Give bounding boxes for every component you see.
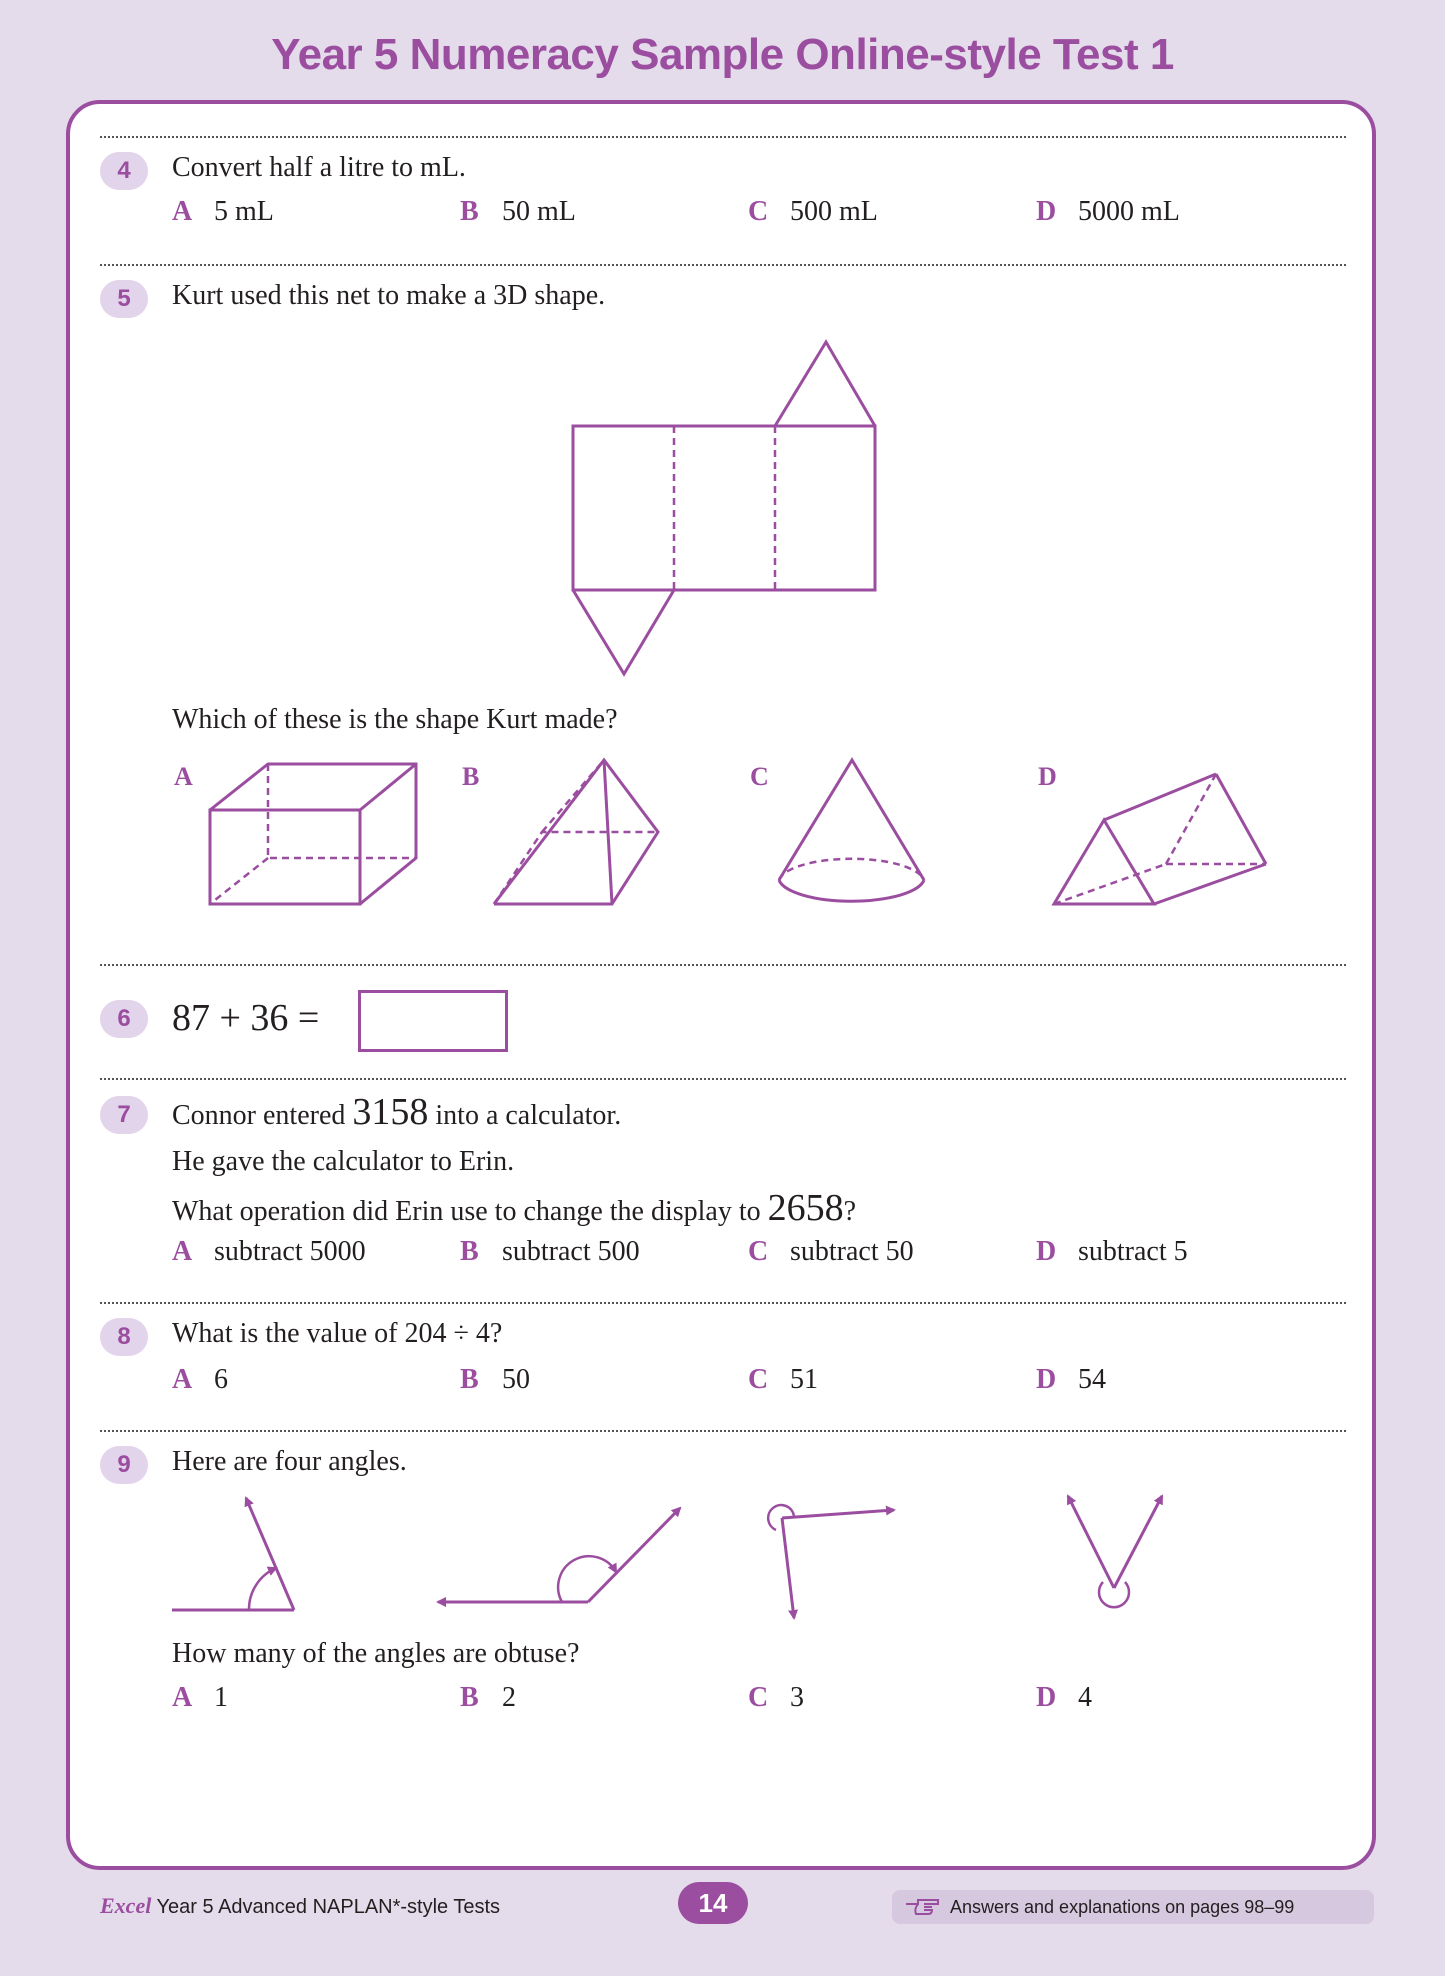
reflex-angle [768, 1505, 894, 1618]
question-7-line-2: He gave the calculator to Erin. [172, 1146, 515, 1177]
option-letter: B [460, 196, 479, 227]
option-text: 1 [214, 1682, 228, 1713]
display-number: 2658 [767, 1187, 844, 1229]
footer-book-title [100, 1893, 500, 1919]
question-6-text: 87 + 36 = [172, 997, 320, 1039]
question-9-option-b[interactable] [460, 1682, 516, 1714]
question-number-6: 6 [100, 1000, 148, 1038]
acute-angle [172, 1498, 294, 1610]
option-text: subtract 5000 [214, 1236, 366, 1267]
question-9-followup: How many of the angles are obtuse? [172, 1638, 580, 1669]
option-letter: A [172, 1682, 193, 1713]
option-text: 3 [790, 1682, 804, 1713]
question-number-5: 5 [100, 280, 148, 318]
entered-number: 3158 [352, 1091, 429, 1133]
option-text: subtract 500 [502, 1236, 640, 1267]
question-9-text: Here are four angles. [172, 1446, 407, 1477]
option-text: subtract 5 [1078, 1236, 1188, 1267]
option-letter: C [748, 1364, 769, 1395]
obtuse-angle [438, 1508, 680, 1602]
answers-note: Answers and explanations on pages 98–99 [950, 1897, 1295, 1917]
pointing-hand-icon [904, 1895, 940, 1919]
option-text: 50 mL [502, 196, 576, 227]
option-text: 54 [1078, 1364, 1106, 1395]
question-4-text: Convert half a litre to mL. [172, 152, 466, 183]
line-text: into a calculator. [428, 1100, 622, 1131]
page-number: 14 [678, 1882, 748, 1924]
line-text: Connor entered [172, 1100, 353, 1131]
question-number-8: 8 [100, 1318, 148, 1356]
option-text: 5 mL [214, 196, 274, 227]
line-text: What operation did Erin use to change the display to [172, 1196, 768, 1227]
option-text: 50 [502, 1364, 530, 1395]
question-8-text: What is the value of 204 ÷ 4? [172, 1318, 503, 1349]
book-name: Year 5 Advanced NAPLAN*-style Tests [151, 1896, 501, 1918]
question-number-4: 4 [100, 152, 148, 190]
option-text: subtract 50 [790, 1236, 914, 1267]
option-text: 51 [790, 1364, 818, 1395]
shape-option-d-letter[interactable]: D [1038, 762, 1057, 791]
option-letter: B [460, 1364, 479, 1395]
option-text: 4 [1078, 1682, 1092, 1713]
option-letter: D [1036, 196, 1057, 227]
question-number-9: 9 [100, 1446, 148, 1484]
question-9-option-c[interactable] [748, 1682, 804, 1714]
option-letter: D [1036, 1364, 1057, 1395]
option-letter: C [748, 196, 769, 227]
option-letter: D [1036, 1236, 1057, 1267]
question-5-text: Kurt used this net to make a 3D shape. [172, 280, 606, 311]
shape-option-b-letter[interactable]: B [462, 762, 480, 791]
option-text: 5000 mL [1078, 196, 1180, 227]
question-9-option-d[interactable] [1036, 1682, 1092, 1714]
question-number-7: 7 [100, 1096, 148, 1134]
question-5-followup: Which of these is the shape Kurt made? [172, 704, 618, 735]
option-letter: C [748, 1236, 769, 1267]
shape-option-a-letter[interactable]: A [174, 762, 193, 791]
line-text: ? [843, 1196, 857, 1227]
shape-option-c-letter[interactable]: C [750, 762, 769, 791]
option-letter: B [460, 1236, 479, 1267]
option-text: 2 [502, 1682, 516, 1713]
option-letter: D [1036, 1682, 1057, 1713]
option-text: 500 mL [790, 196, 878, 227]
option-letter: B [460, 1682, 479, 1713]
option-letter: C [748, 1682, 769, 1713]
page-title: Year 5 Numeracy Sample Online-style Test 1 [271, 30, 1174, 79]
answers-reference [892, 1890, 1374, 1924]
question-9-option-a[interactable] [172, 1682, 228, 1714]
reflex-v-angle [1068, 1496, 1162, 1607]
option-letter: A [172, 1364, 193, 1395]
option-letter: A [172, 196, 193, 227]
option-text: 6 [214, 1364, 228, 1395]
brand-name: Excel [100, 1893, 152, 1918]
option-letter: A [172, 1236, 193, 1267]
